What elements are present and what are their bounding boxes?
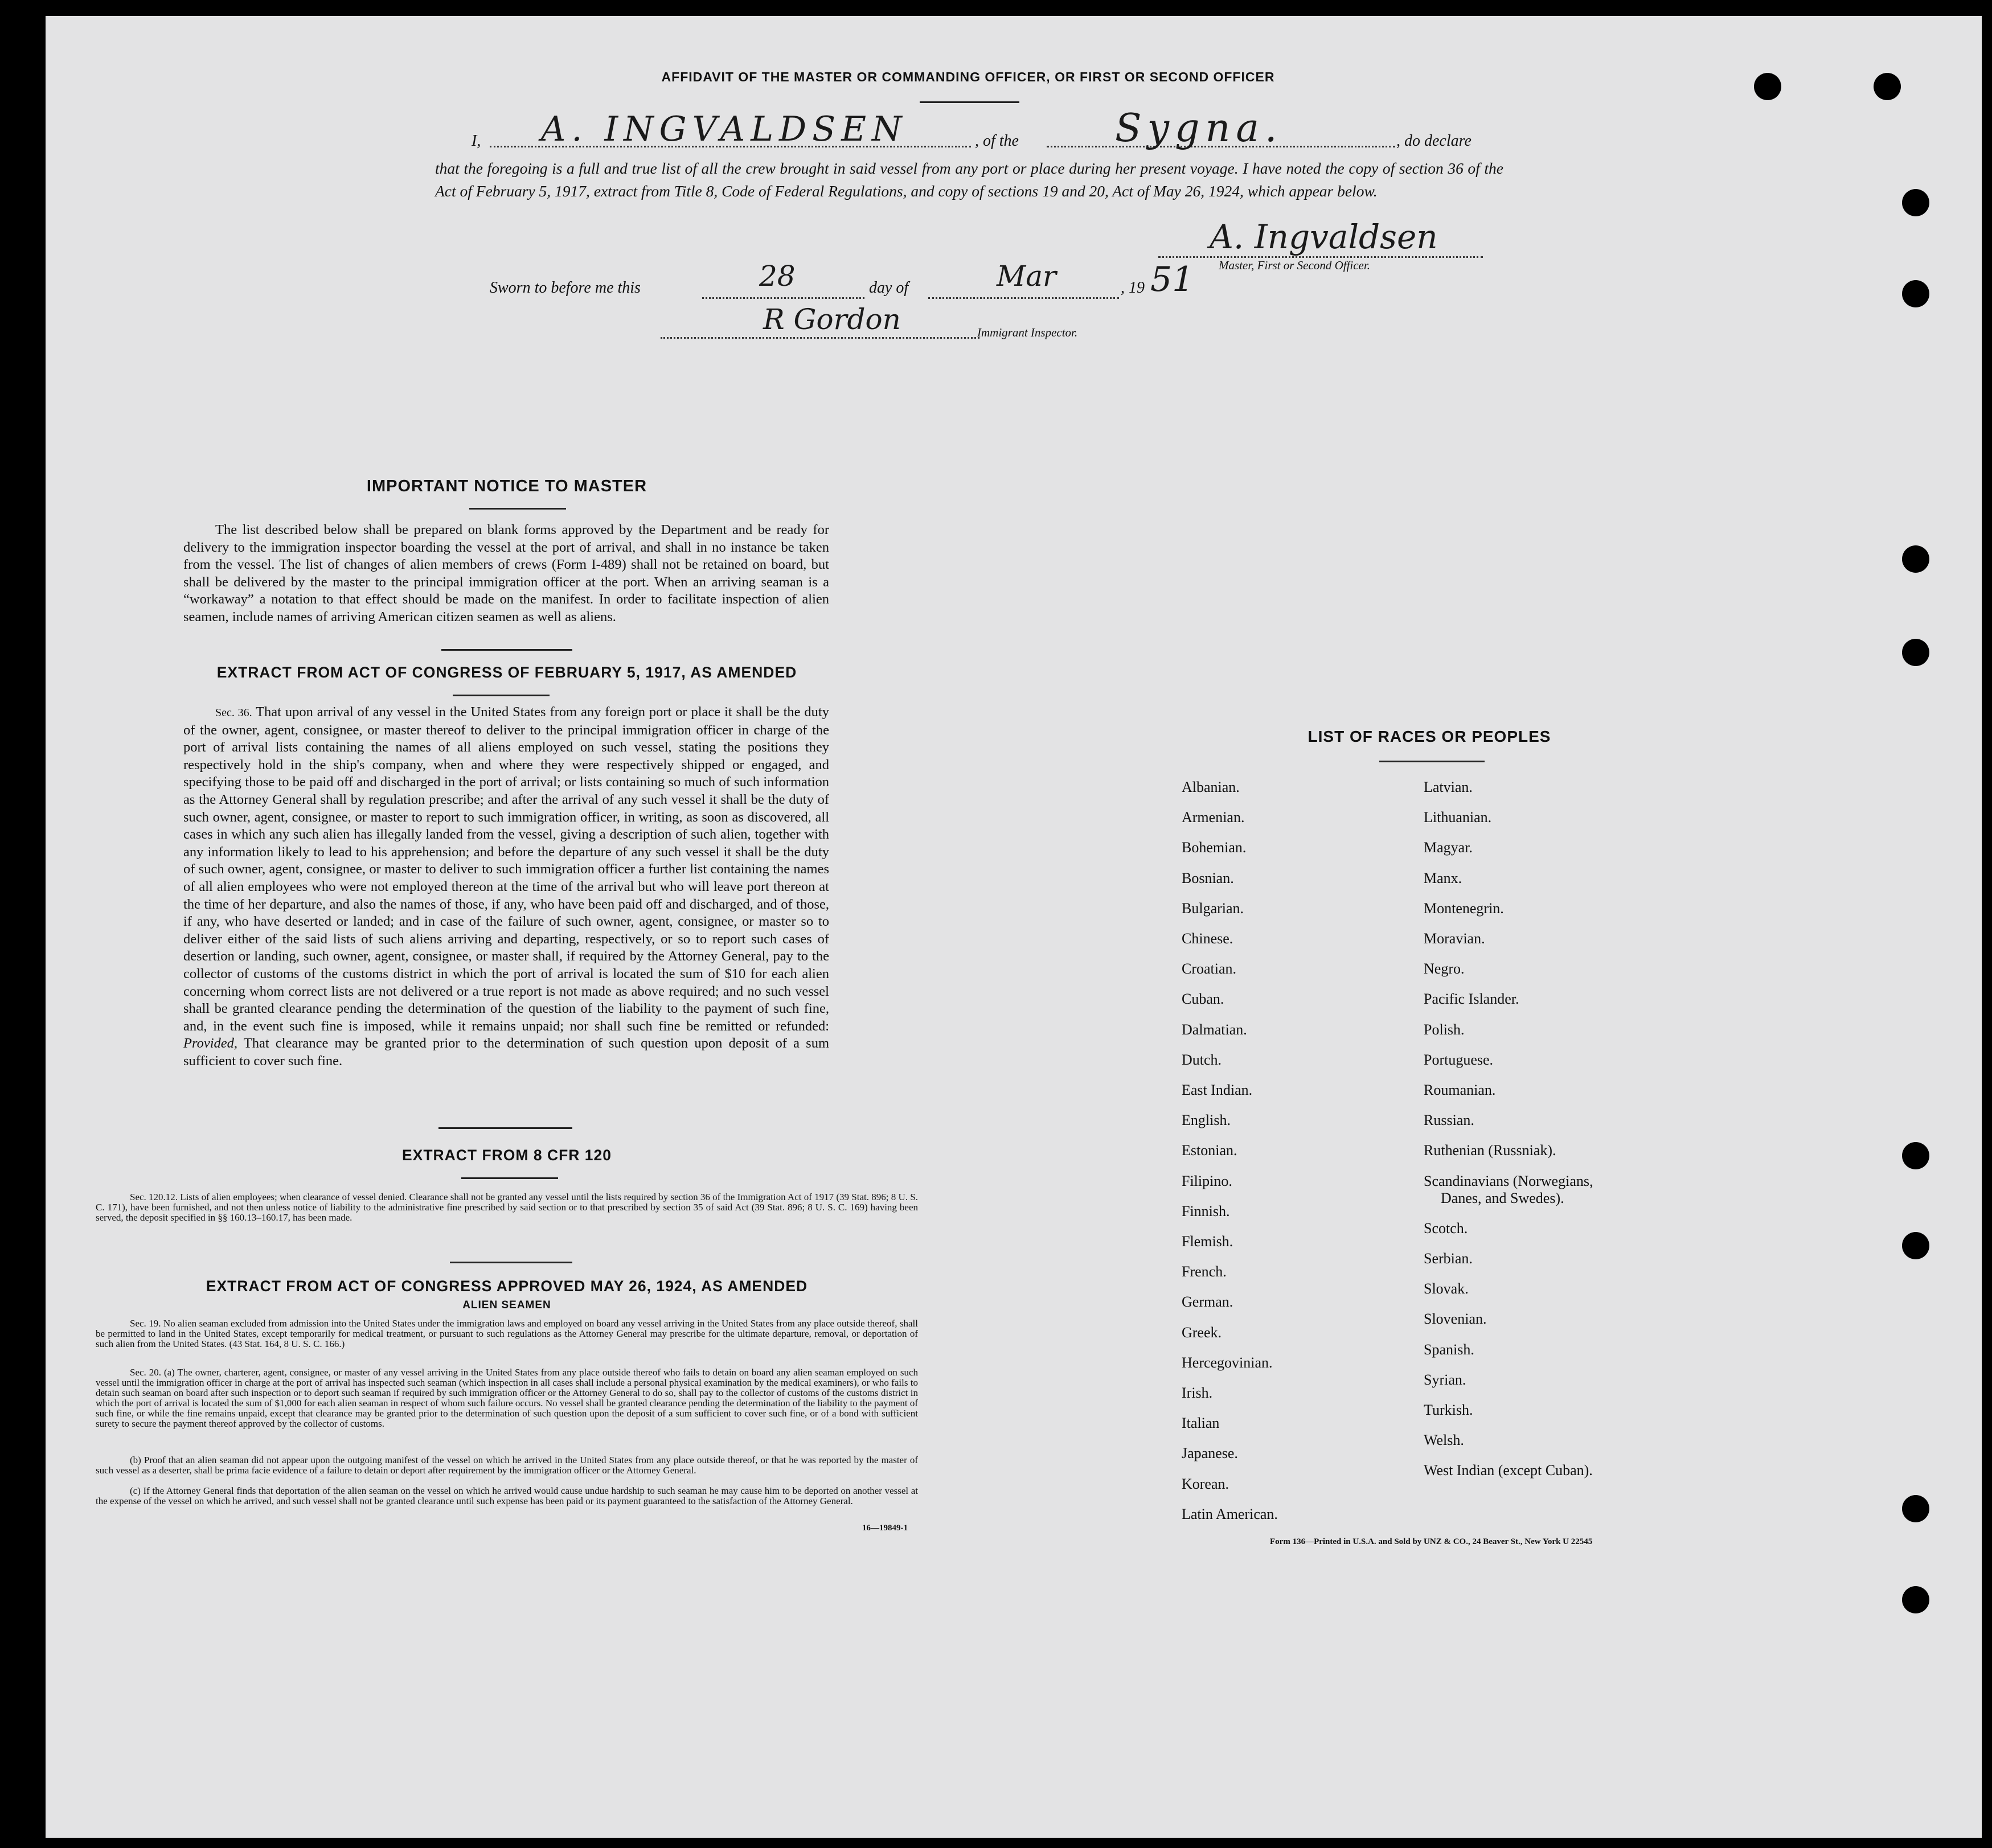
- section-20b-text: (b) Proof that an alien seaman did not appear upon the outgoing manifest of the vessel on which he arrived in the United States from any place outside thereof, or that he was reported by the master of such vessel as a deserter, shall be prima facie evidence of a failure to detain or deport after requirement by the immigration officer or the Attorney General.: [96, 1455, 918, 1476]
- divider: [441, 649, 572, 651]
- race-item: Chinese.: [1182, 930, 1233, 947]
- races-title: LIST OF RACES OR PEOPLES: [1307, 728, 1551, 745]
- year-prefix: , 19: [1121, 279, 1145, 297]
- race-item: Bosnian.: [1182, 869, 1234, 886]
- section-20a-text: Sec. 20. (a) The owner, charterer, agent, consignee, or master of any vessel arriving in the United States from any place outside thereof who fails to detain on board any alien seaman employed on such vessel until the immigration officer in charge at the port of arrival has inspected such seaman (which inspection in all cases shall include a personal physical examination by the medical examiners), or who fails to detain such seaman on board after such inspection or to deport such seaman if required by such immigration officer or the Attorney General to do so, shall pay to the collector of customs of the customs district in which the port of arrival is located the sum of $1,000 for each alien seaman in respect of whom such failure occurs. No vessel shall be granted clearance pending the determination of the liability to the payment of such fine, or while the fine remains unpaid, except that clearance may be granted prior to the determination of such question upon the deposit of a sum sufficient to cover such fine, or of a bond with sufficient surety to secure the payment thereof approved by the collector of customs.: [96, 1367, 918, 1429]
- provided-label: Provided,: [183, 1036, 238, 1052]
- divider: [1379, 761, 1485, 762]
- race-item: Armenian.: [1182, 809, 1245, 826]
- race-item: French.: [1182, 1263, 1227, 1280]
- punch-hole: [1902, 1495, 1929, 1522]
- race-item: Scotch.: [1424, 1219, 1468, 1237]
- inspector-signature-line: [661, 303, 979, 339]
- race-item: Irish.: [1182, 1385, 1213, 1401]
- race-item: Syrian.: [1424, 1371, 1466, 1388]
- sworn-label: Sworn to before me this: [490, 279, 641, 297]
- race-item: Serbian.: [1424, 1250, 1473, 1267]
- affidavit-title: AFFIDAVIT OF THE MASTER OR COMMANDING OFFICER, OR FIRST OR SECOND OFFICER: [661, 69, 1275, 84]
- extract-1924-subtitle: ALIEN SEAMEN: [462, 1299, 551, 1311]
- master-name-handwriting: A. INGVALDSEN: [541, 109, 908, 149]
- master-caption: Master, First or Second Officer.: [1219, 258, 1370, 272]
- races-footer: Form 136—Printed in U.S.A. and Sold by UNZ & CO., 24 Beaver St., New York U 22545: [1270, 1537, 1593, 1546]
- race-item: Manx.: [1424, 869, 1462, 886]
- race-item: East Indian.: [1182, 1082, 1253, 1098]
- form-code: 16—19849-1: [862, 1523, 908, 1533]
- race-item: Russian.: [1424, 1112, 1474, 1129]
- race-item: Dutch.: [1182, 1051, 1222, 1068]
- race-item: Ruthenian (Russniak).: [1424, 1142, 1556, 1159]
- race-item: Welsh.: [1424, 1432, 1464, 1449]
- i-label: I,: [472, 132, 481, 150]
- race-item: Bulgarian.: [1182, 900, 1244, 917]
- race-item: Roumanian.: [1424, 1082, 1496, 1098]
- race-item: Polish.: [1424, 1021, 1465, 1038]
- section-36-text: That upon arrival of any vessel in the United States from any foreign port or place it shall be the duty of the owner, agent, consignee, or master thereof to deliver to the principal immigration officer in charge of the port of arrival lists containing the names of all aliens employed on such vessel, stating the positions they respectively hold in the ship's company, when and where they were respectively shipped or engaged, and specifying those to be paid off and discharged in the port of arrival; or lists containing so much of such information as the Attorney General shall by regulation prescribe; and after the arrival of any such vessel it shall be the duty of such owner, agent, consignee, or master to report to such immigration officer, in writing, as soon as discovered, all cases in which any such alien has illegally landed from the vessel, giving a description of such alien, together with any information likely to lead to his apprehension; and before the departure of any such vessel it shall be the duty of such owner, agent, consignee, or master to deliver to such immigration officer a further list containing the names of all alien employees who were not employed thereon at the time of the arrival but who will leave port thereon at the time of her departure, and also the names of those, if any, who have been paid off and discharged, and of those, if any, who have deserted or landed; and in case of the failure of such owner, agent, consignee, or master so to deliver either of the said lists of such aliens arriving and departing, respectively, or so to report such cases of desertion or landing, such owner, agent, consignee, or master shall, if required by the Attorney General, pay to the collector of customs of the customs district in which the port of arrival is located the sum of $10 for each alien concerning whom correct lists are not delivered or a true report is not made as above required; and no such vessel shall be granted clearance pending the determination of the question of the liability to the payment of such fine, and, in the event such fine is imposed, while it remains unpaid; nor shall such fine be remitted or refunded:: [183, 704, 829, 1034]
- inspector-caption: Immigrant Inspector.: [977, 326, 1078, 339]
- punch-hole: [1902, 545, 1929, 573]
- divider: [450, 1262, 572, 1263]
- race-item: Spanish.: [1424, 1341, 1474, 1358]
- extract-cfr-body: Sec. 120.12. Lists of alien employees; when clearance of vessel denied. Clearance shall not be granted any vessel until the lists required by section 36 of the Immigration Act of 1917 (39 Stat. 896; 8 U. S. C. 171), have been furnished, and not then unless notice of liability to the administrative fine prescribed by said section or to that prescribed by section 35 of said Act (39 Stat. 896; 8 U. S. C. 169) having been served, the deposit specified in §§ 160.13–160.17, has been made.: [96, 1192, 918, 1223]
- race-item: Latin American.: [1182, 1505, 1278, 1522]
- race-item: Flemish.: [1182, 1233, 1233, 1250]
- race-item: Croatian.: [1182, 960, 1237, 978]
- race-item: Albanian.: [1182, 779, 1240, 795]
- race-item: Cuban.: [1182, 991, 1224, 1008]
- race-item: Korean.: [1182, 1475, 1229, 1492]
- extract-cfr-title: EXTRACT FROM 8 CFR 120: [401, 1147, 612, 1164]
- vessel-name-handwriting: Sygna.: [1115, 106, 1283, 151]
- punch-hole: [1874, 73, 1901, 100]
- race-item: Hercegovinian.: [1182, 1354, 1273, 1371]
- race-item: Magyar.: [1424, 839, 1473, 856]
- divider: [438, 1127, 572, 1129]
- of-the-label: , of the: [975, 132, 1019, 150]
- extract-1917-title: EXTRACT FROM ACT OF CONGRESS OF FEBRUARY 5, 1917, AS AMENDED: [216, 664, 797, 681]
- race-item: Portuguese.: [1424, 1051, 1494, 1068]
- section-36-end: That clearance may be granted prior to the determination of such question upon deposit of a sum sufficient to cover such fine.: [183, 1036, 830, 1069]
- day-of-label: day of: [869, 279, 909, 297]
- punch-hole: [1902, 1586, 1929, 1613]
- race-item: Bohemian.: [1182, 839, 1247, 856]
- extract-1917-body: [183, 704, 829, 1070]
- sworn-day-field: [702, 260, 864, 299]
- declare-label: , do declare: [1396, 132, 1472, 150]
- race-item: Greek.: [1182, 1324, 1222, 1341]
- extract-1924-title: EXTRACT FROM ACT OF CONGRESS APPROVED MAY 26, 1924, AS AMENDED: [206, 1278, 808, 1295]
- divider: [461, 1177, 558, 1179]
- notice-body: The list described below shall be prepared on blank forms approved by the Department and be ready for delivery to the immigration inspector boarding the vessel at the port of arrival, and shall in no instance be taken from the vessel. The list of changes of alien members of crews (Form I-489) shall not be retained on board, but shall be delivered by the master to the principal immigration officer at the port. When an arriving seaman is a “workaway” a notation to that effect should be made on the manifest. In order to facilitate inspection of alien seamen, include names of arriving American citizen seamen as well as aliens.: [183, 522, 829, 625]
- race-item: Dalmatian.: [1182, 1021, 1247, 1038]
- punch-hole: [1902, 1232, 1929, 1259]
- master-name-field: [490, 109, 971, 149]
- race-item: Pacific Islander.: [1424, 991, 1519, 1008]
- divider: [453, 695, 550, 696]
- race-item: West Indian (except Cuban).: [1424, 1462, 1593, 1479]
- master-signature: A. Ingvaldsen: [1210, 217, 1438, 256]
- sworn-year: 51: [1150, 260, 1194, 299]
- sworn-day: 28: [759, 260, 796, 293]
- notice-title: IMPORTANT NOTICE TO MASTER: [366, 477, 647, 495]
- punch-hole: [1902, 189, 1929, 216]
- punch-hole: [1902, 1142, 1929, 1169]
- race-item: German.: [1182, 1293, 1233, 1311]
- race-item: Lithuanian.: [1424, 809, 1492, 826]
- race-item: Scandinavians (Norwegians,: [1424, 1172, 1593, 1189]
- race-item: Finnish.: [1182, 1202, 1230, 1219]
- vessel-name-field: [1047, 106, 1395, 151]
- sworn-month-field: [928, 260, 1119, 299]
- section-19-text: Sec. 19. No alien seaman excluded from admission into the United States under the immigration laws and employed on board any vessel arriving in the United States from any place outside thereof, shall be permitted to land in the United States, except temporarily for medical treatment, or pursuant to such regulations as the Attorney General may prescribe for the ultimate departure, removal, or deportation of such alien from the United States. (43 Stat. 164, 8 U. S. C. 166.): [96, 1318, 918, 1349]
- race-item: Filipino.: [1182, 1172, 1232, 1189]
- race-item: Danes, and Swedes).: [1441, 1189, 1564, 1206]
- declaration-text: that the foregoing is a full and true list of all the crew brought in said vessel from any port or place during her present voyage. I have noted the copy of section 36 of the Act of February 5, 1917, extract from Title 8, Code of Federal Regulations, and copy of sections 19 and 20, Act of May 26, 1924, which appear below.: [435, 159, 1503, 200]
- race-item: Montenegrin.: [1424, 900, 1504, 917]
- race-item: Turkish.: [1424, 1402, 1473, 1418]
- punch-hole: [1902, 280, 1929, 307]
- section-label: Sec. 36.: [215, 707, 252, 719]
- race-item: Negro.: [1424, 960, 1465, 978]
- race-item: Italian: [1182, 1415, 1220, 1432]
- section-20c-text: (c) If the Attorney General finds that deportation of the alien seaman on the vessel on which he arrived would cause undue hardship to such seaman he may cause him to be deported on another vessel at the expense of the vessel on which he arrived, and such vessel shall not be granted clearance until such expense has been paid or its payment guaranteed to the satisfaction of the Attorney General.: [96, 1485, 918, 1506]
- inspector-signature: R Gordon: [763, 303, 901, 336]
- punch-hole: [1902, 639, 1929, 666]
- race-item: English.: [1182, 1112, 1231, 1129]
- race-item: Moravian.: [1424, 930, 1485, 947]
- race-item: Latvian.: [1424, 779, 1473, 795]
- sworn-month: Mar: [997, 260, 1056, 293]
- race-item: Slovenian.: [1424, 1311, 1487, 1328]
- race-item: Japanese.: [1182, 1445, 1238, 1462]
- master-signature-line: [1158, 217, 1483, 258]
- divider: [920, 101, 1019, 103]
- punch-hole: [1754, 73, 1781, 100]
- race-item: Slovak.: [1424, 1280, 1469, 1297]
- divider: [469, 508, 566, 510]
- race-item: Estonian.: [1182, 1142, 1237, 1159]
